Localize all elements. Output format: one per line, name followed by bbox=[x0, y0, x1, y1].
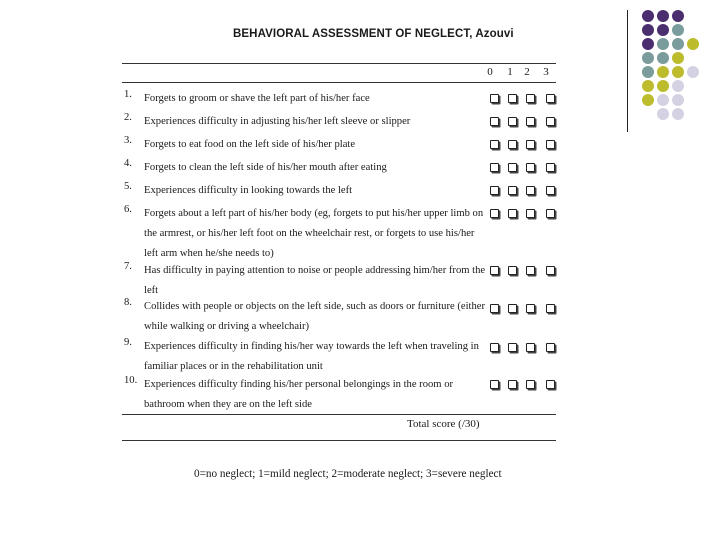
item-text: Experiences difficulty in finding his/her way towards the left when traveling in familiar places or in the rehabilitation unit bbox=[144, 341, 479, 372]
decor-dot-grid bbox=[626, 10, 716, 135]
decor-dot bbox=[672, 94, 684, 106]
checkbox-row-9 bbox=[490, 343, 558, 353]
item-text: Collides with people or objects on the left side, such as doors or furniture (either while walking or driving a wheelchair) bbox=[144, 301, 485, 332]
checkbox-2[interactable] bbox=[526, 266, 535, 275]
decor-dot bbox=[642, 94, 654, 106]
decor-dot bbox=[657, 108, 669, 120]
checkbox-3[interactable] bbox=[546, 343, 555, 352]
item-number: 1. bbox=[124, 89, 132, 100]
item-text: Forgets about a left part of his/her body (eg, forgets to put his/her upper limb on the armrest, or his/her left foot on the wheelchair rest, or forgets to use his/her left arm when he/she needs to) bbox=[144, 208, 484, 259]
item-text: Forgets to clean the left side of his/her mouth after eating bbox=[144, 162, 387, 173]
document-title: BEHAVIORAL ASSESSMENT OF NEGLECT, Azouvi bbox=[233, 28, 514, 40]
checkbox-3[interactable] bbox=[546, 140, 555, 149]
checkbox-0[interactable] bbox=[490, 140, 499, 149]
decor-dot bbox=[657, 38, 669, 50]
checkbox-2[interactable] bbox=[526, 94, 535, 103]
checkbox-1[interactable] bbox=[508, 380, 517, 389]
decor-dot bbox=[642, 10, 654, 22]
checkbox-0[interactable] bbox=[490, 186, 499, 195]
checkbox-3[interactable] bbox=[546, 380, 555, 389]
item-number: 7. bbox=[124, 261, 132, 272]
decor-dot bbox=[657, 80, 669, 92]
checkbox-0[interactable] bbox=[490, 94, 499, 103]
checkbox-0[interactable] bbox=[490, 380, 499, 389]
decor-dot bbox=[672, 10, 684, 22]
decor-dot bbox=[642, 38, 654, 50]
checkbox-2[interactable] bbox=[526, 163, 535, 172]
header-rule bbox=[122, 82, 556, 83]
item-text: Experiences difficulty in adjusting his/her left sleeve or slipper bbox=[144, 116, 411, 127]
decor-dot bbox=[672, 52, 684, 64]
scale-legend: 0=no neglect; 1=mild neglect; 2=moderate neglect; 3=severe neglect bbox=[194, 468, 502, 480]
decor-dot bbox=[642, 66, 654, 78]
scale-3: 3 bbox=[543, 66, 549, 78]
checkbox-2[interactable] bbox=[526, 209, 535, 218]
item-number: 2. bbox=[124, 112, 132, 123]
item-text: Experiences difficulty finding his/her personal belongings in the room or bathroom when they are on the left side bbox=[144, 379, 454, 410]
checkbox-1[interactable] bbox=[508, 163, 517, 172]
item-text: Forgets to eat food on the left side of his/her plate bbox=[144, 139, 356, 150]
checkbox-3[interactable] bbox=[546, 94, 555, 103]
item-number: 5. bbox=[124, 181, 132, 192]
scale-header bbox=[484, 66, 558, 80]
checkbox-0[interactable] bbox=[490, 209, 499, 218]
scale-1: 1 bbox=[507, 66, 513, 78]
decor-dot bbox=[672, 24, 684, 36]
checkbox-1[interactable] bbox=[508, 94, 517, 103]
checkbox-row-8 bbox=[490, 304, 558, 314]
checkbox-row-5 bbox=[490, 186, 558, 196]
item-number: 6. bbox=[124, 204, 132, 215]
checkbox-2[interactable] bbox=[526, 304, 535, 313]
decor-dot bbox=[672, 66, 684, 78]
checkbox-1[interactable] bbox=[508, 209, 517, 218]
decor-dot bbox=[672, 38, 684, 50]
checkbox-3[interactable] bbox=[546, 266, 555, 275]
decor-dot bbox=[642, 80, 654, 92]
checkbox-0[interactable] bbox=[490, 117, 499, 126]
item-number: 8. bbox=[124, 297, 132, 308]
checkbox-0[interactable] bbox=[490, 163, 499, 172]
checkbox-0[interactable] bbox=[490, 304, 499, 313]
checkbox-1[interactable] bbox=[508, 140, 517, 149]
checkbox-row-1 bbox=[490, 94, 558, 104]
decor-dot bbox=[657, 94, 669, 106]
checkbox-2[interactable] bbox=[526, 380, 535, 389]
checkbox-2[interactable] bbox=[526, 117, 535, 126]
checkbox-row-10 bbox=[490, 380, 558, 390]
scale-0: 0 bbox=[487, 66, 493, 78]
checkbox-row-3 bbox=[490, 140, 558, 150]
item-number: 4. bbox=[124, 158, 132, 169]
item-number: 9. bbox=[124, 337, 132, 348]
checkbox-3[interactable] bbox=[546, 117, 555, 126]
checkbox-row-7 bbox=[490, 266, 558, 276]
decor-dot bbox=[642, 52, 654, 64]
checkbox-1[interactable] bbox=[508, 304, 517, 313]
decor-dot bbox=[672, 80, 684, 92]
decor-dot bbox=[672, 108, 684, 120]
bottom-rule bbox=[122, 440, 556, 441]
decor-dot bbox=[657, 66, 669, 78]
checkbox-0[interactable] bbox=[490, 343, 499, 352]
checkbox-row-2 bbox=[490, 117, 558, 127]
checkbox-0[interactable] bbox=[490, 266, 499, 275]
total-top-rule bbox=[122, 414, 556, 415]
checkbox-3[interactable] bbox=[546, 304, 555, 313]
decor-dot bbox=[642, 24, 654, 36]
item-text: Forgets to groom or shave the left part of his/her face bbox=[144, 93, 370, 104]
top-rule bbox=[122, 63, 556, 64]
checkbox-1[interactable] bbox=[508, 117, 517, 126]
scale-2: 2 bbox=[524, 66, 530, 78]
checkbox-3[interactable] bbox=[546, 209, 555, 218]
checkbox-row-6 bbox=[490, 209, 558, 219]
decor-dot bbox=[657, 52, 669, 64]
decor-dot bbox=[657, 24, 669, 36]
checkbox-3[interactable] bbox=[546, 186, 555, 195]
checkbox-1[interactable] bbox=[508, 343, 517, 352]
checkbox-row-4 bbox=[490, 163, 558, 173]
checkbox-2[interactable] bbox=[526, 343, 535, 352]
checkbox-2[interactable] bbox=[526, 140, 535, 149]
checkbox-3[interactable] bbox=[546, 163, 555, 172]
item-text: Experiences difficulty in looking towards the left bbox=[144, 185, 353, 196]
item-number: 10. bbox=[124, 375, 138, 386]
decor-dot bbox=[657, 10, 669, 22]
checkbox-2[interactable] bbox=[526, 186, 535, 195]
total-score-label: Total score (/30) bbox=[407, 418, 480, 430]
decor-dot bbox=[687, 66, 699, 78]
item-number: 3. bbox=[124, 135, 132, 146]
checkbox-1[interactable] bbox=[508, 266, 517, 275]
decor-dot bbox=[687, 38, 699, 50]
checkbox-1[interactable] bbox=[508, 186, 517, 195]
item-text: Has difficulty in paying attention to noise or people addressing him/her from the left bbox=[144, 265, 486, 296]
